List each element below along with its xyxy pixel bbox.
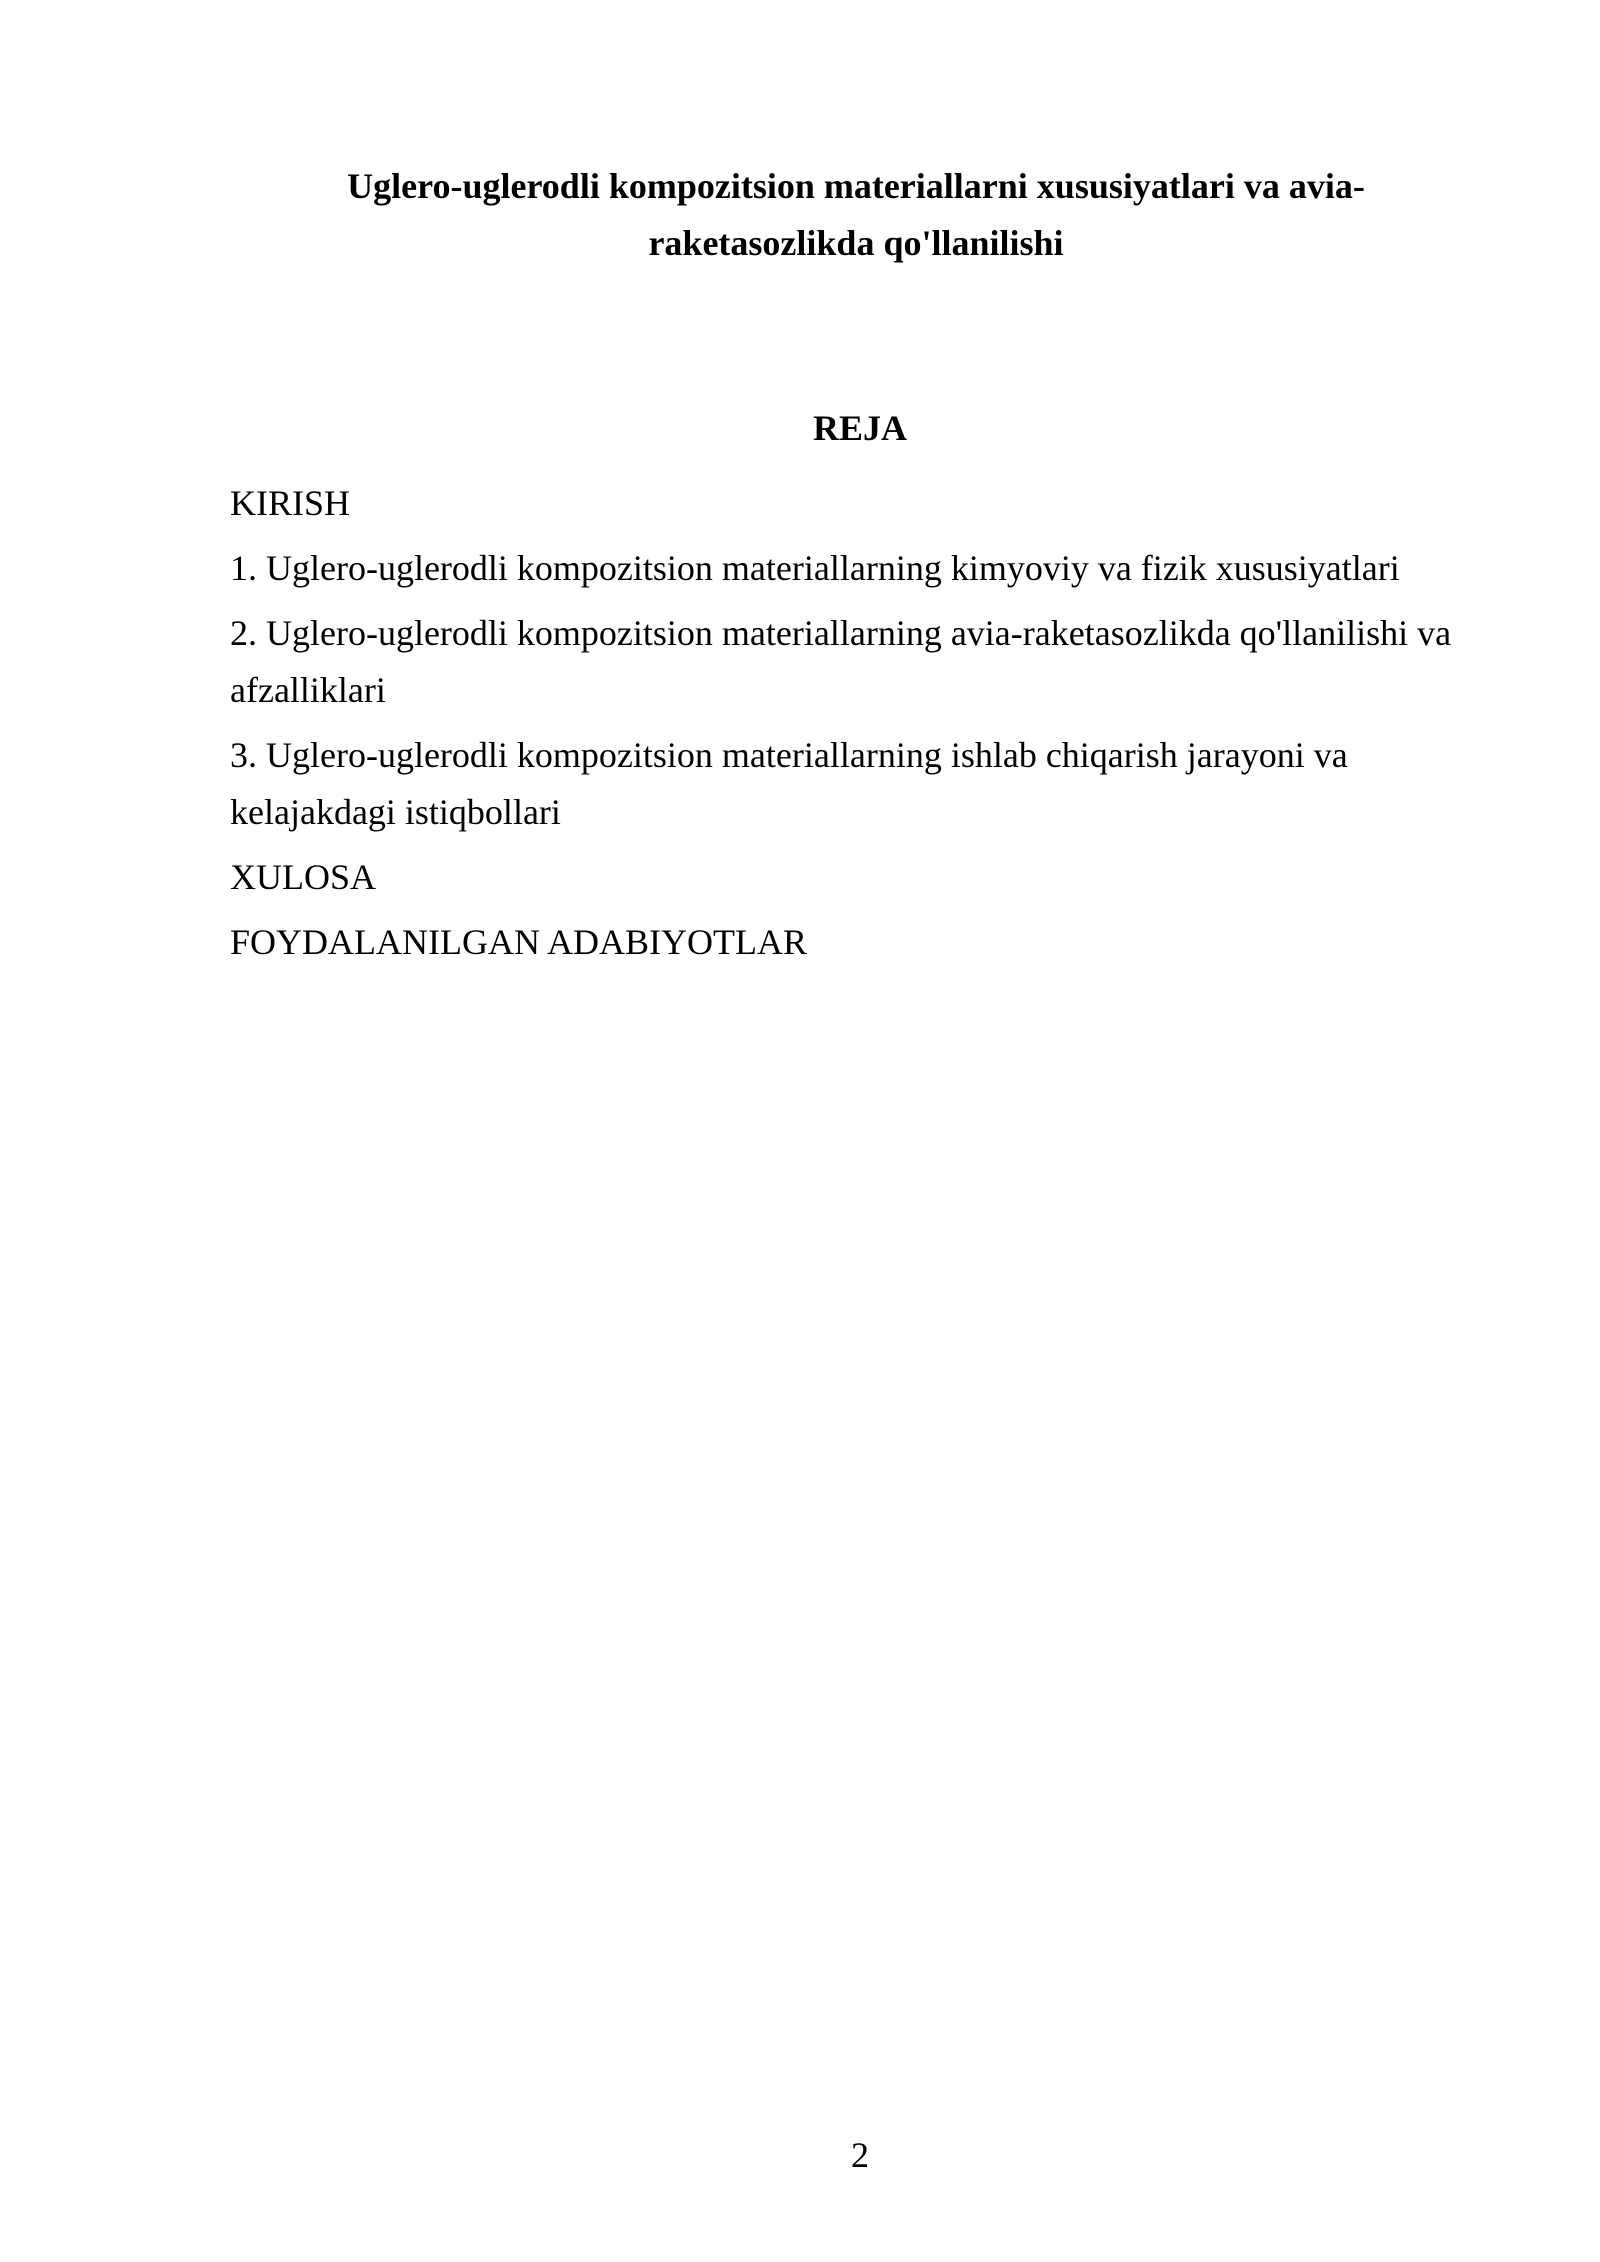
- plan-item-2: 2. Uglero-uglerodli kompozitsion materiallarning avia-raketasozlikda qo'llanilishi va afzalliklari: [230, 613, 1452, 710]
- plan-item-introduction: KIRISH: [230, 483, 351, 523]
- plan-item-1: 1. Uglero-uglerodli kompozitsion materiallarning kimyoviy va fizik xususiyatlari: [230, 548, 1400, 588]
- plan-heading: REJA: [812, 408, 907, 448]
- plan-item-conclusion: XULOSA: [230, 857, 377, 897]
- plan-list: [230, 475, 1490, 979]
- plan-item-references: FOYDALANILGAN ADABIYOTLAR: [230, 922, 807, 962]
- document-title: Uglero-uglerodli kompozitsion materiallarni xususiyatlari va avia-raketasozlikda qo'llanilishi: [347, 166, 1365, 263]
- page-number: 2: [851, 2135, 869, 2175]
- plan-item-3: 3. Uglero-uglerodli kompozitsion materiallarning ishlab chiqarish jarayoni va kelajakdagi istiqbollari: [230, 735, 1348, 832]
